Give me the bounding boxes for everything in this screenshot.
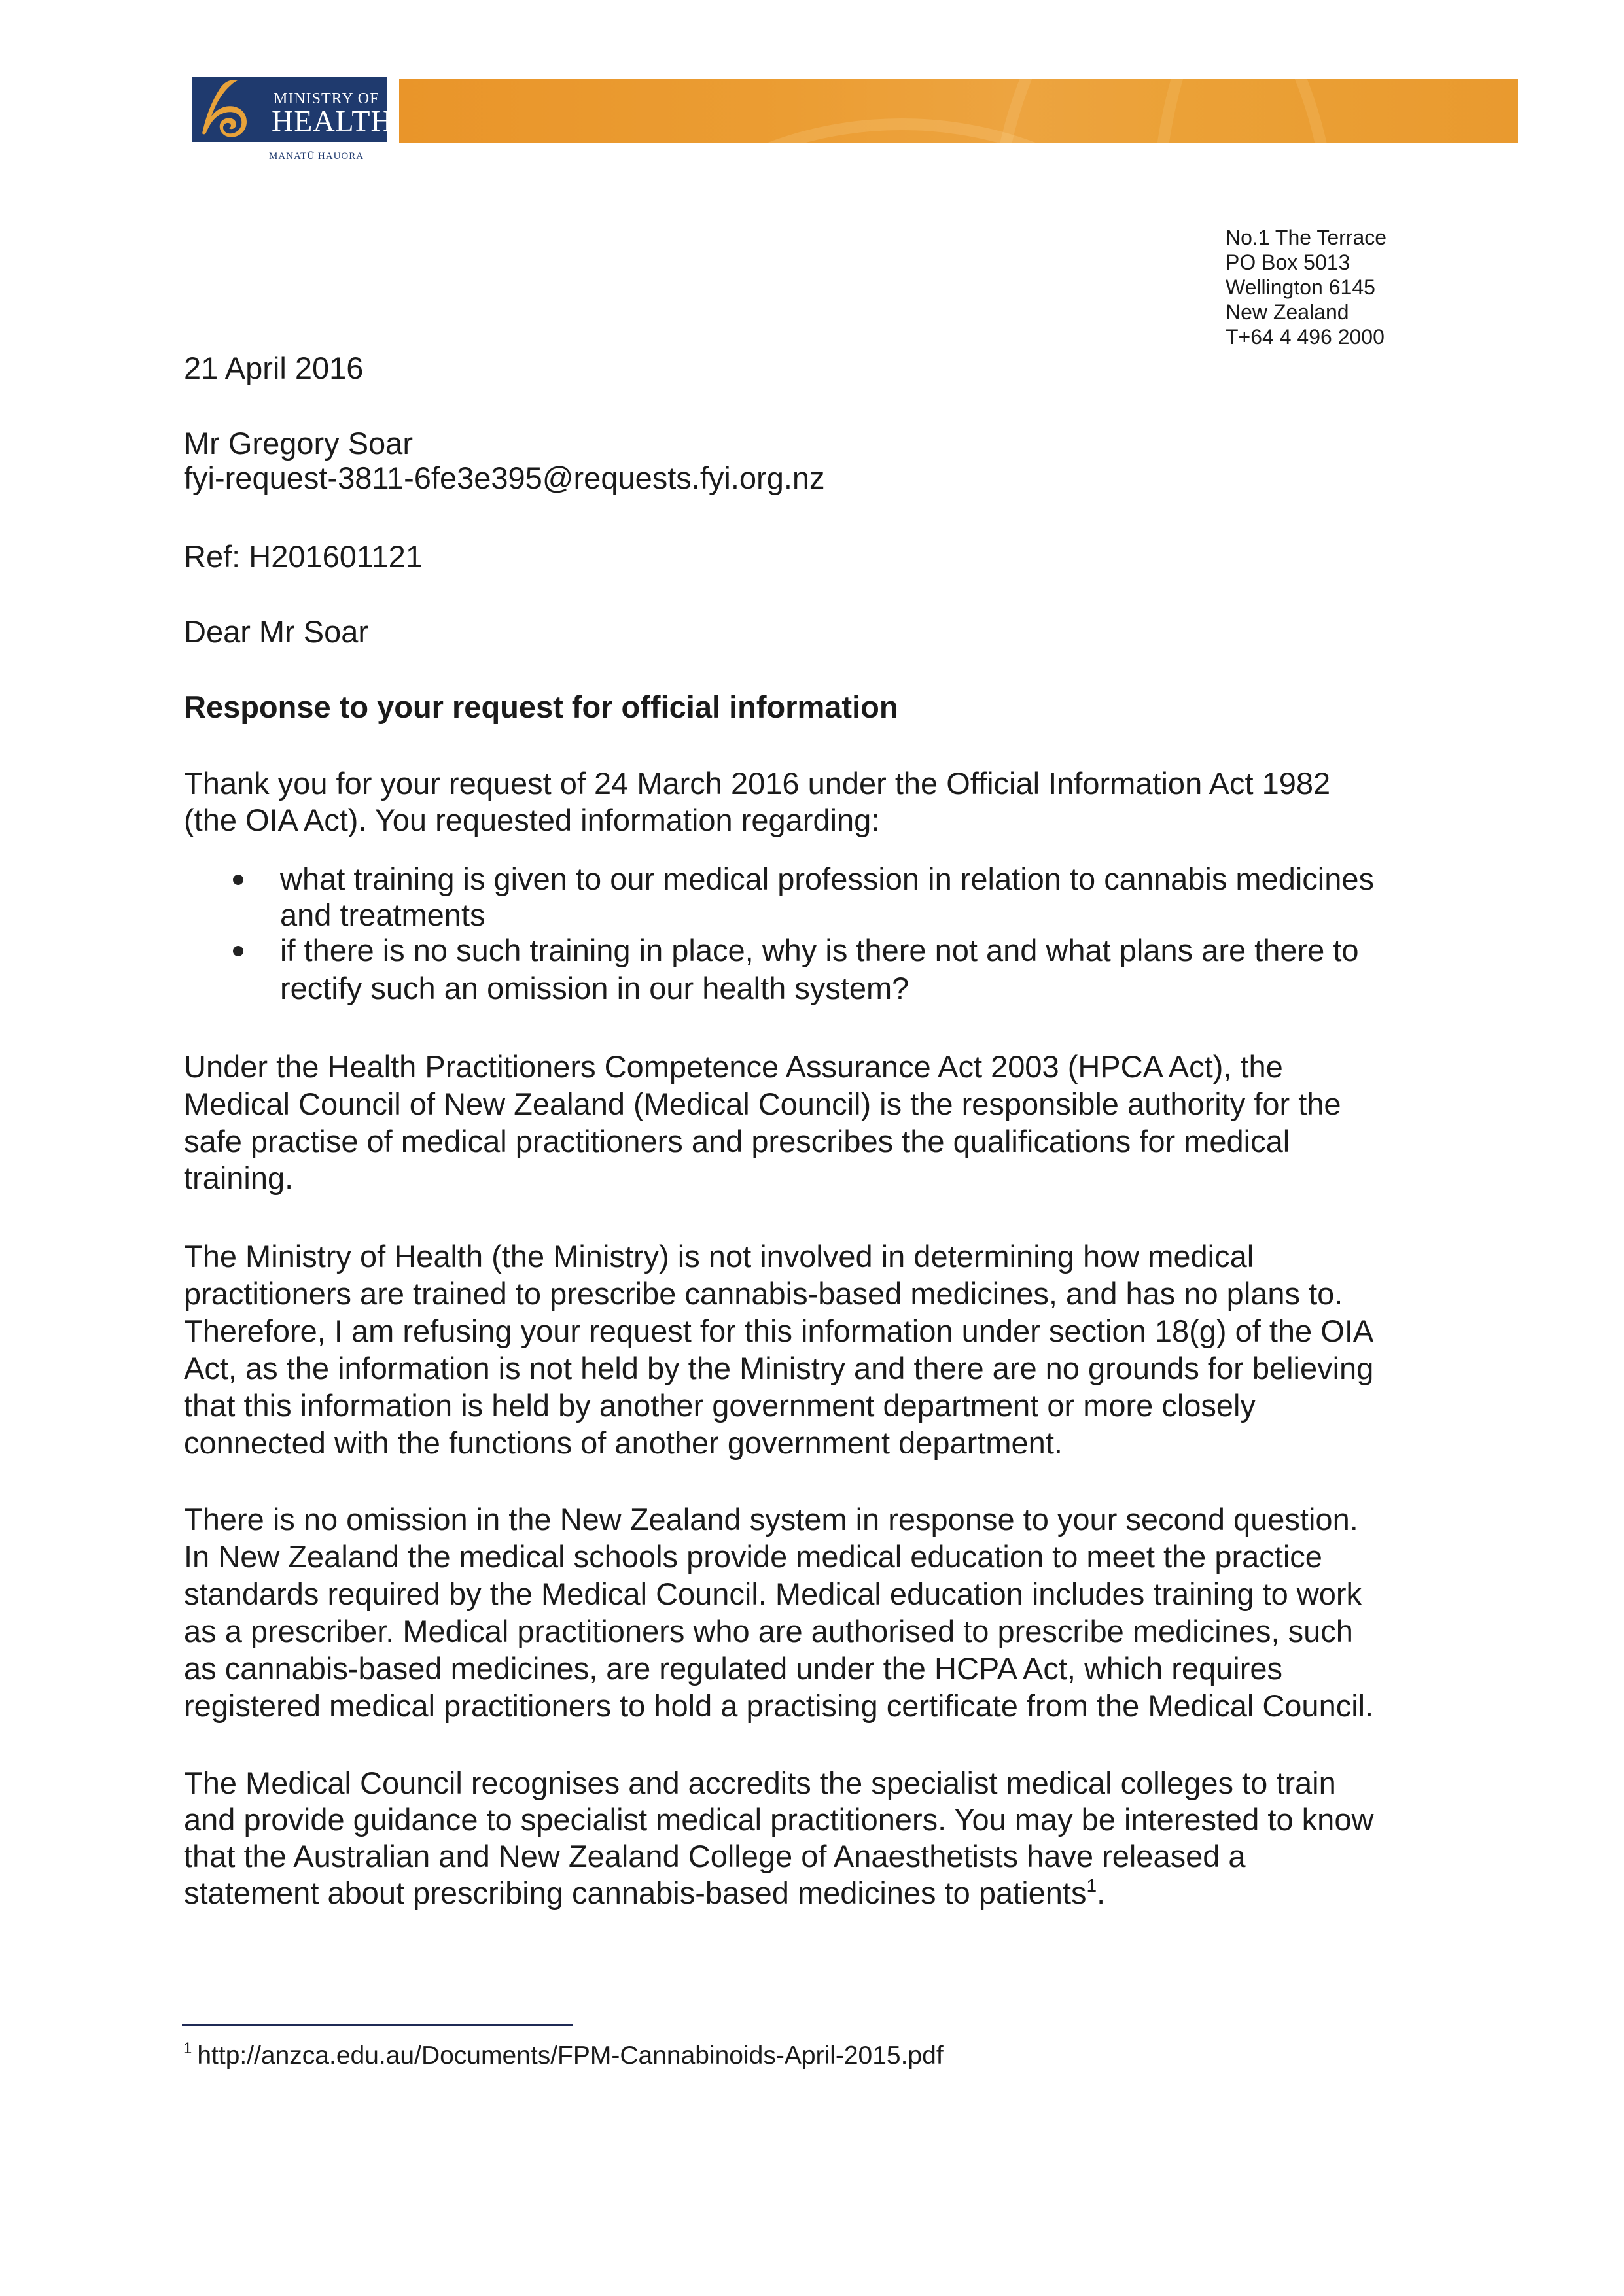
text-line: There is no omission in the New Zealand system in response to your second question.	[184, 1502, 1358, 1537]
text-line: that this information is held by another government department or more closely	[184, 1388, 1256, 1423]
text-line: registered medical practitioners to hold a practising certificate from the Medical Council.	[184, 1688, 1374, 1723]
footnote-link[interactable]: http://anzca.edu.au/Documents/FPM-Cannabinoids-April-2015.pdf	[197, 2042, 944, 2070]
text-line: In New Zealand the medical schools provide medical education to meet the practice	[184, 1539, 1322, 1574]
address-line: Wellington 6145	[1226, 275, 1375, 299]
text-line: practitioners are trained to prescribe cannabis-based medicines, and has no plans to.	[184, 1276, 1343, 1311]
text-line: Medical Council of New Zealand (Medical Council) is the responsible authority for the	[184, 1087, 1341, 1121]
sentence-end: .	[1097, 1875, 1106, 1910]
address-line: New Zealand	[1226, 300, 1349, 324]
text-line: Therefore, I am refusing your request for this information under section 18(g) of the OIA	[184, 1313, 1374, 1348]
logo-text-line2: HEALTH	[272, 104, 393, 137]
bullet-icon	[233, 946, 243, 956]
letterhead-banner	[399, 79, 1518, 143]
text-line: and treatments	[280, 897, 485, 932]
koru-icon	[196, 78, 249, 141]
address-line: No.1 The Terrace	[1226, 226, 1387, 249]
footnote-divider	[182, 2024, 573, 2026]
text-line: rectify such an omission in our health system?	[280, 971, 909, 1005]
address-line: T+64 4 496 2000	[1226, 325, 1385, 349]
address-line: PO Box 5013	[1226, 251, 1350, 274]
sender-address	[1226, 225, 1386, 349]
text-line: what training is given to our medical profession in relation to cannabis medicines	[280, 861, 1375, 896]
reference-number: Ref: H201601121	[184, 539, 423, 574]
recipient-email: fyi-request-3811-6fe3e395@requests.fyi.org.nz	[184, 461, 825, 495]
footnote	[183, 2041, 944, 2071]
text-line: Thank you for your request of 24 March 2016 under the Official Information Act 1982	[184, 766, 1331, 801]
text-line: The Ministry of Health (the Ministry) is not involved in determining how medical	[184, 1239, 1254, 1274]
text-line: standards required by the Medical Council. Medical education includes training to work	[184, 1576, 1362, 1611]
text-line-with-footnote	[184, 1875, 1105, 1911]
text-line: Under the Health Practitioners Competence Assurance Act 2003 (HPCA Act), the	[184, 1049, 1283, 1084]
text-line: connected with the functions of another government department.	[184, 1425, 1063, 1460]
text-line: safe practise of medical practitioners and prescribes the qualifications for medical	[184, 1124, 1290, 1158]
footnote-number: 1	[183, 2040, 192, 2057]
text-line: if there is no such training in place, why is there not and what plans are there to	[280, 933, 1359, 967]
text-line: (the OIA Act). You requested information regarding:	[184, 803, 880, 837]
text-line: statement about prescribing cannabis-based medicines to patients	[184, 1875, 1087, 1910]
logo-subtitle: MANATŪ HAUORA	[269, 151, 364, 162]
logo-text-line1: MINISTRY OF	[274, 90, 380, 107]
text-line: and provide guidance to specialist medical practitioners. You may be interested to know	[184, 1802, 1374, 1837]
text-line: as a prescriber. Medical practitioners who are authorised to prescribe medicines, such	[184, 1614, 1353, 1648]
text-line: Act, as the information is not held by the Ministry and there are no grounds for believing	[184, 1351, 1374, 1385]
ministry-of-health-logo	[192, 77, 393, 142]
recipient-name: Mr Gregory Soar	[184, 426, 413, 461]
text-line: The Medical Council recognises and accredits the specialist medical colleges to train	[184, 1765, 1336, 1800]
salutation: Dear Mr Soar	[184, 614, 369, 649]
text-line: that the Australian and New Zealand College of Anaesthetists have released a	[184, 1839, 1246, 1873]
letter-heading: Response to your request for official information	[184, 689, 898, 724]
text-line: as cannabis-based medicines, are regulated under the HCPA Act, which requires	[184, 1651, 1283, 1686]
text-line: training.	[184, 1160, 294, 1195]
footnote-reference[interactable]: 1	[1086, 1875, 1097, 1896]
letter-date: 21 April 2016	[184, 351, 364, 385]
bullet-icon	[233, 875, 243, 885]
